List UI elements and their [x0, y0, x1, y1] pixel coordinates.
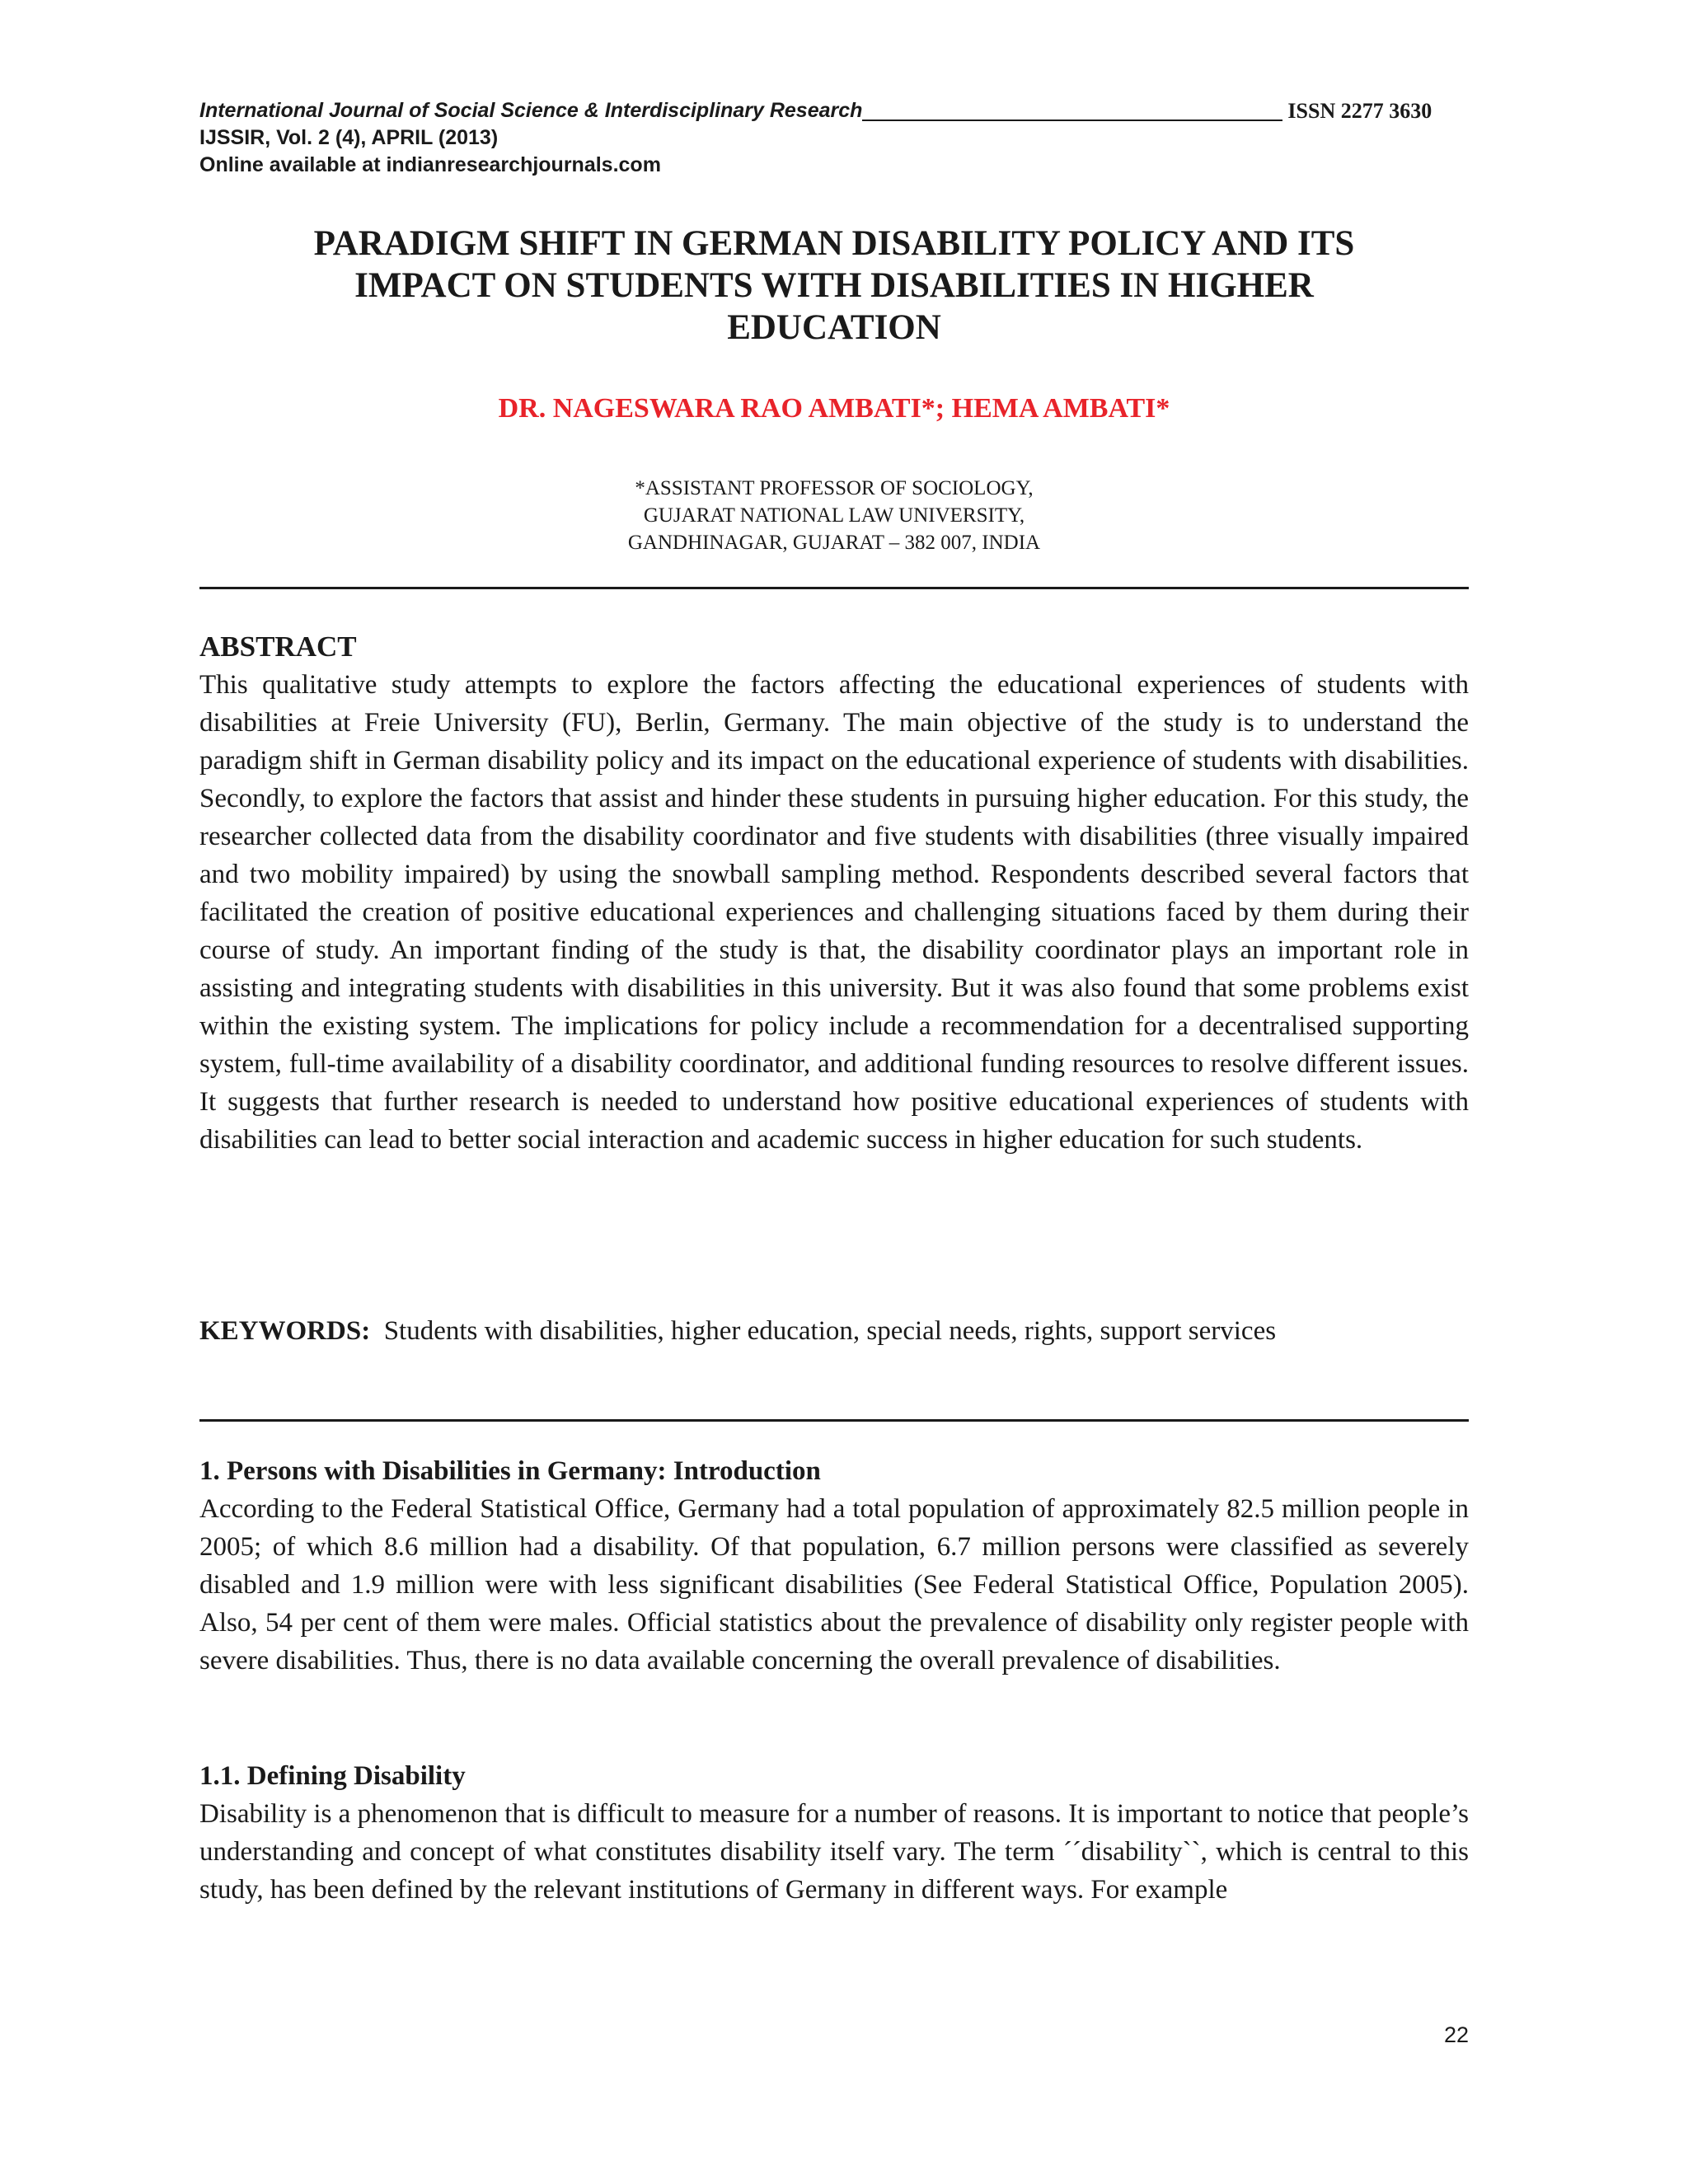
- paper-authors: DR. NAGESWARA RAO AMBATI*; HEMA AMBATI*: [498, 393, 1170, 424]
- journal-online: Online available at indianresearchjournals.com: [199, 153, 661, 176]
- issn: ISSN 2277 3630: [1287, 99, 1432, 123]
- keywords-paragraph: [199, 1312, 1469, 1350]
- journal-header-line: [199, 97, 1469, 124]
- section-1-text: According to the Federal Statistical Office, Germany had a total population of approximately 82.5 million people in 2005; of which 8.6 million had a disability. Of that population, 6.7 million persons were classified as severely disabled and 1.9 million were with less significant disabilities (See Federal Statistical Office, Population 2005). Also, 54 per cent of them were males. Official statistics about the prevalence of disability only register people with severe disabilities. Thus, there is no data available concerning the overall prevalence of disabilities.: [199, 1494, 1469, 1675]
- divider-bottom: [199, 1419, 1469, 1422]
- journal-name: International Journal of Social Science & Interdisciplinary Research: [199, 99, 863, 122]
- affiliation-line: *ASSISTANT PROFESSOR OF SOCIOLOGY,: [635, 477, 1034, 499]
- paper-title-line: EDUCATION: [727, 308, 941, 347]
- journal-volume: IJSSIR, Vol. 2 (4), APRIL (2013): [199, 126, 499, 149]
- keywords-label: KEYWORDS:: [199, 1316, 371, 1346]
- paper-title-line: PARADIGM SHIFT IN GERMAN DISABILITY POLICY AND ITS: [313, 224, 1355, 263]
- keywords-section: [199, 1312, 1469, 1350]
- abstract-section: [199, 628, 1469, 1159]
- journal-header: [199, 97, 1469, 179]
- section-1-heading: 1. Persons with Disabilities in Germany: Introduction: [199, 1456, 821, 1486]
- section-1-1-text: Disability is a phenomenon that is difficult to measure for a number of reasons. It is important to notice that people’s understanding and concept of what constitutes disability itself vary. The term ´´disability``, which is central to this study, has been defined by the relevant institutions of Germany in different ways. For example: [199, 1799, 1469, 1905]
- page-number: 22: [1443, 2022, 1469, 2047]
- header-underline-rule: [862, 120, 1282, 121]
- keywords-text: Students with disabilities, higher education, special needs, rights, support services: [383, 1316, 1277, 1346]
- section-1: [199, 1452, 1469, 1680]
- section-1-1: [199, 1757, 1469, 1909]
- paper-title: [232, 223, 1436, 349]
- abstract-heading: ABSTRACT: [199, 630, 357, 663]
- affiliation-line: GUJARAT NATIONAL LAW UNIVERSITY,: [643, 504, 1025, 527]
- paper-title-line: IMPACT ON STUDENTS WITH DISABILITIES IN HIGHER: [354, 266, 1314, 305]
- divider-top: [199, 587, 1469, 589]
- section-1-1-heading: 1.1. Defining Disability: [199, 1761, 466, 1791]
- affiliation-line: GANDHINAGAR, GUJARAT – 382 007, INDIA: [627, 532, 1041, 554]
- author-affiliation: [199, 475, 1469, 556]
- abstract-text: This qualitative study attempts to explore the factors affecting the educational experiences of students with disabilities at Freie University (FU), Berlin, Germany. The main objective of the study is to understand the paradigm shift in German disability policy and its impact on the educational experience of students with disabilities. Secondly, to explore the factors that assist and hinder these students in pursuing higher education. For this study, the researcher collected data from the disability coordinator and five students with disabilities (three visually impaired and two mobility impaired) by using the snowball sampling method. Respondents described several factors that facilitated the creation of positive educational experiences and challenging situations faced by them during their course of study. An important finding of the study is that, the disability coordinator plays an important role in assisting and integrating students with disabilities in this university. But it was also found that some problems exist within the existing system. The implications for policy include a recommendation for a decentralised supporting system, full-time availability of a disability coordinator, and additional funding resources to resolve different issues. It suggests that further research is needed to understand how positive educational experiences of students with disabilities can lead to better social interaction and academic success in higher education for such students.: [199, 670, 1469, 1155]
- paper-page: [199, 0, 1469, 2184]
